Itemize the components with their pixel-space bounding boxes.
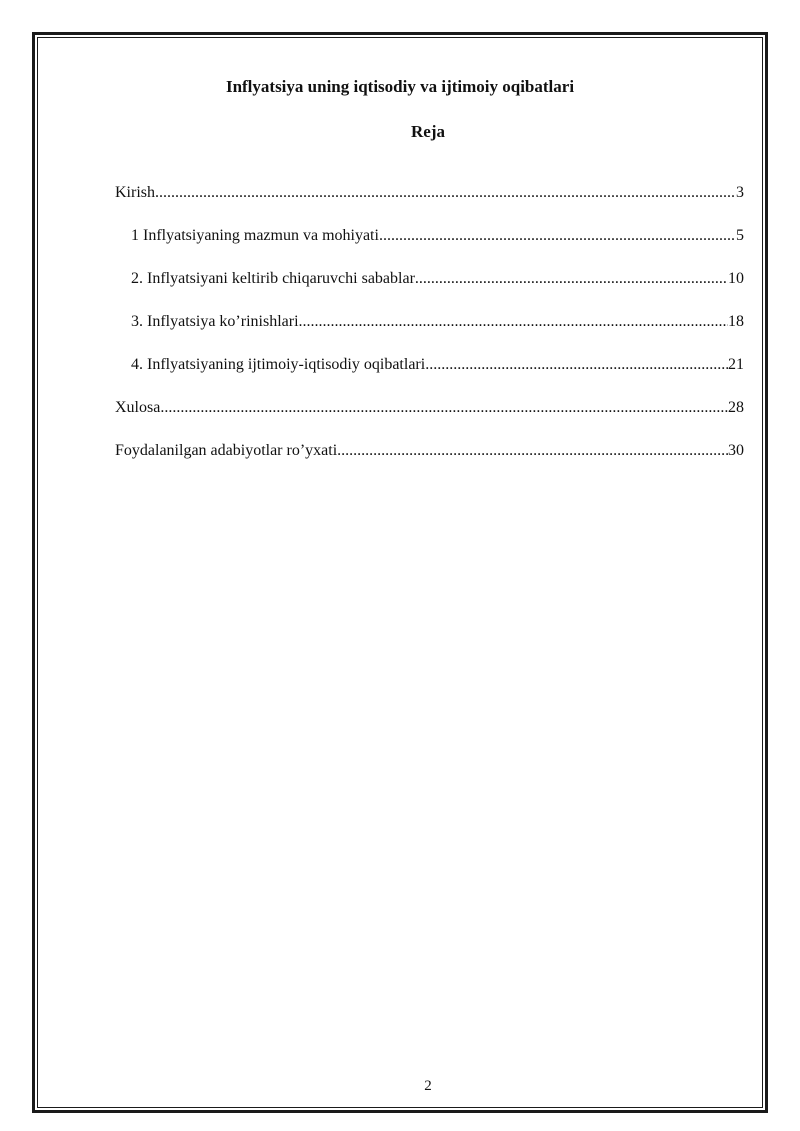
- document-title: Inflyatsiya uning iqtisodiy va ijtimoiy oqibatlari: [225, 77, 575, 96]
- toc-entry-page: 10: [728, 270, 744, 287]
- toc-entry-page: 5: [736, 227, 744, 244]
- table-of-contents: [115, 182, 744, 483]
- toc-entry-section-4[interactable]: [115, 354, 744, 397]
- toc-entry-label: 2. Inflyatsiyani keltirib chiqaruvchi sabablar: [131, 270, 415, 287]
- toc-leader-dots: [379, 225, 736, 247]
- toc-entry-label: 1 Inflyatsiyaning mazmun va mohiyati: [131, 227, 379, 244]
- toc-leader-dots: [299, 311, 728, 333]
- toc-entry-references[interactable]: [115, 440, 744, 483]
- toc-leader-dots: [160, 397, 728, 419]
- toc-entry-page: 18: [728, 313, 744, 330]
- toc-entry-label: Xulosa: [115, 399, 161, 416]
- toc-leader-dots: [155, 182, 736, 204]
- toc-entry-label: 3. Inflyatsiya ko’rinishlari: [131, 313, 299, 330]
- toc-leader-dots: [415, 268, 728, 290]
- toc-entry-kirish[interactable]: [115, 182, 744, 225]
- toc-entry-page: 28: [728, 399, 744, 416]
- toc-entry-label: Foydalanilgan adabiyotlar ro’yxati: [115, 442, 338, 459]
- toc-leader-dots: [425, 354, 728, 376]
- document-subtitle: Reja: [411, 122, 445, 141]
- toc-entry-label: Kirish: [115, 184, 155, 201]
- page-number: 2: [424, 1078, 432, 1094]
- toc-leader-dots: [337, 440, 728, 462]
- toc-entry-page: 3: [736, 184, 744, 201]
- toc-entry-page: 21: [728, 356, 744, 373]
- toc-entry-label: 4. Inflyatsiyaning ijtimoiy-iqtisodiy oqibatlari: [131, 356, 426, 373]
- toc-entry-xulosa[interactable]: [115, 397, 744, 440]
- toc-entry-section-2[interactable]: [115, 268, 744, 311]
- toc-entry-section-3[interactable]: [115, 311, 744, 354]
- toc-entry-section-1[interactable]: [115, 225, 744, 268]
- toc-entry-page: 30: [728, 442, 744, 459]
